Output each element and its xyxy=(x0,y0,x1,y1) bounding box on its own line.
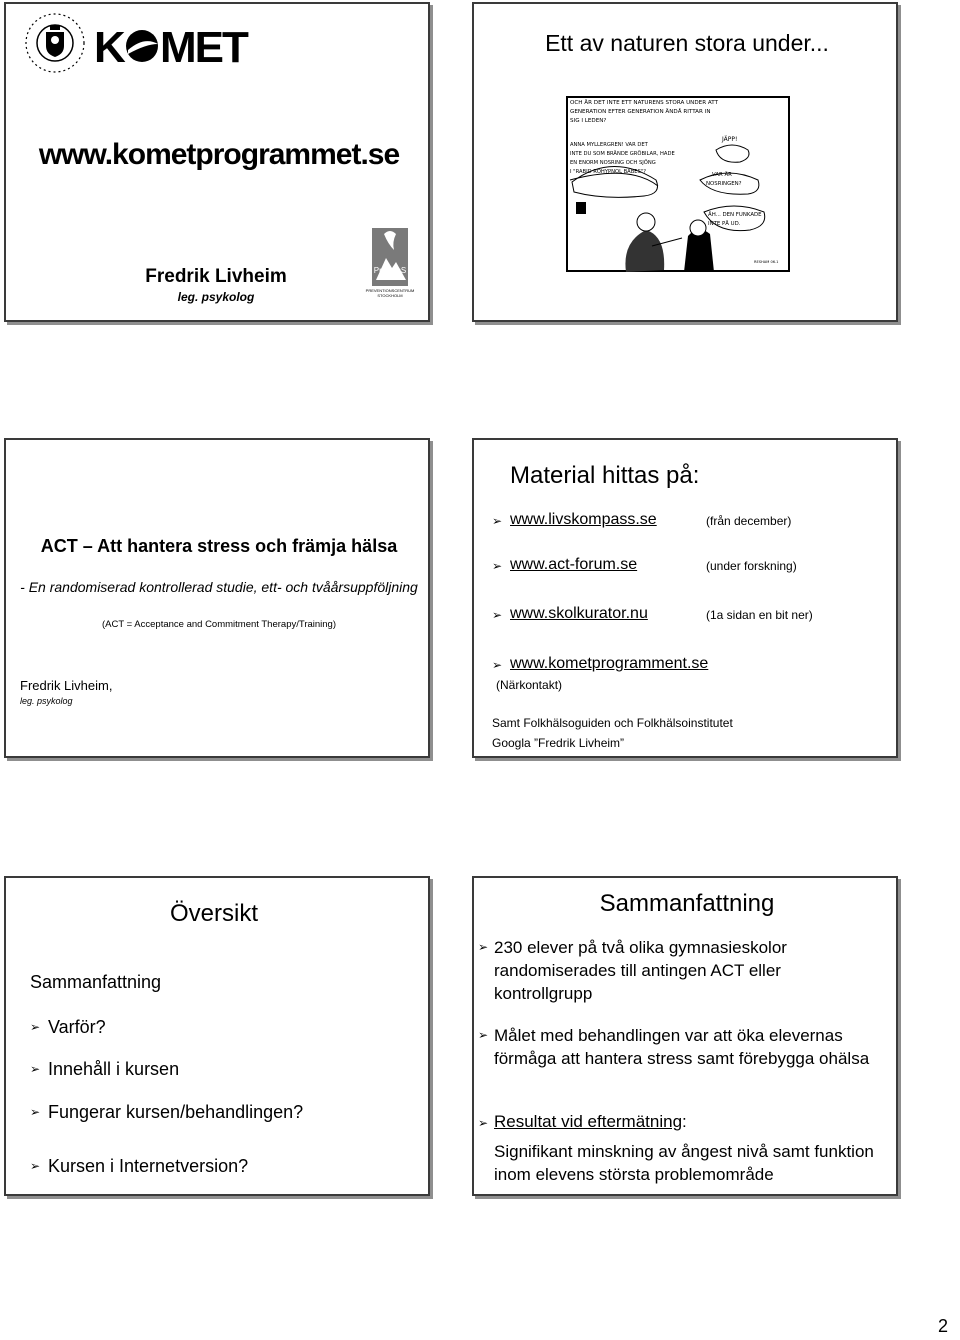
summary-item-2: Målet med behandlingen var att öka elevernas förmåga att hantera stress samt förebygga ohälsa xyxy=(494,1026,870,1068)
precens-subtitle: PREVENTIONSCENTRUM STOCKHOLM xyxy=(365,288,415,298)
link-act-forum[interactable]: www.act-forum.se xyxy=(510,556,638,573)
slide-title: Översikt xyxy=(170,900,259,927)
bullet-arrow-icon: ➢ xyxy=(478,940,489,954)
link-kometprogramment[interactable]: www.kometprogramment.se xyxy=(510,655,709,672)
bullet-arrow-icon: ➢ xyxy=(492,658,503,672)
note-livskompass: (från december) xyxy=(706,514,792,528)
cartoon-bubble-left-2: INTE DU SOM BRÄNDE GRÖBILAR, HADE xyxy=(570,151,675,157)
results-link[interactable]: Resultat vid eftermätning xyxy=(494,1112,683,1131)
slide-title: Material hittas på: xyxy=(510,462,700,489)
slide-title: Ett av naturen stora under... xyxy=(545,30,829,56)
summary-item-3-heading xyxy=(494,1112,687,1132)
link-livskompass[interactable]: www.livskompass.se xyxy=(510,511,657,528)
note-kometprogramment: (Närkontakt) xyxy=(496,678,563,692)
cartoon-bubble-right-3: NOSRINGEN? xyxy=(706,181,742,187)
bullet-arrow-icon: ➢ xyxy=(478,1116,489,1130)
slide-title: Sammanfattning xyxy=(599,890,775,917)
bullet-arrow-icon: ➢ xyxy=(30,1020,41,1034)
cartoon-caption-2: GENERATION EFTER GENERATION ÄNDÅ RITTAR IN xyxy=(570,109,711,115)
bullet-arrow-icon: ➢ xyxy=(30,1159,41,1173)
extra-info-2: Googla ”Fredrik Livheim” xyxy=(492,736,625,750)
overview-item-3: Fungerar kursen/behandlingen? xyxy=(48,1102,304,1122)
bullet-arrow-icon: ➢ xyxy=(30,1105,41,1119)
cartoon-caption-3: SIG I LEDEN? xyxy=(570,118,607,124)
cartoon-signature: RESHAM 06.1 xyxy=(754,260,779,264)
overview-item-1: Varför? xyxy=(48,1017,106,1037)
note-skolkurator: (1a sidan en bit ner) xyxy=(706,608,813,622)
act-definition: (ACT = Acceptance and Commitment Therapy/Training) xyxy=(102,619,336,630)
slide-komet-title xyxy=(4,2,430,322)
svg-text:K: K xyxy=(94,24,124,68)
overview-item-4: Kursen i Internetversion? xyxy=(48,1156,249,1176)
cartoon-bubble-left-1: ANNA MYLLERGREN! VAR DET xyxy=(570,142,648,148)
extra-info-1: Samt Folkhälsoguiden och Folkhälsoinstitutet xyxy=(492,716,733,730)
author-name: Fredrik Livheim, xyxy=(20,678,113,693)
slide-cartoon xyxy=(472,2,898,322)
slide-sammanfattning xyxy=(472,876,898,1196)
note-act-forum: (under forskning) xyxy=(706,559,797,573)
cartoon-bubble-right-1: JÄPP! xyxy=(722,136,738,143)
slide-oversikt xyxy=(4,876,430,1196)
summary-item-1: 230 elever på två olika gymnasieskolor randomiserades till antingen ACT eller kontrollgrupp xyxy=(494,938,787,1003)
author-role: leg. psykolog xyxy=(177,290,255,304)
overview-heading: Sammanfattning xyxy=(30,972,162,992)
cartoon-image xyxy=(566,96,790,272)
komet-url[interactable]: www.kometprogrammet.se xyxy=(38,138,400,171)
slide-act-title xyxy=(4,438,430,758)
slide-material xyxy=(472,438,898,758)
slide-subtitle: - En randomiserad kontrollerad studie, ett- och tvåårsuppföljning xyxy=(20,579,418,595)
precens-logo-text: PreCenS xyxy=(373,266,407,275)
cartoon-bubble-bottom-1: ÄH... DEN FUNKADE xyxy=(708,212,762,218)
page-number: 2 xyxy=(938,1316,949,1336)
bullet-arrow-icon: ➢ xyxy=(492,559,503,573)
cartoon-bubble-bottom-2: INTE PÅ UD. xyxy=(708,221,741,227)
results-colon: : xyxy=(682,1112,687,1131)
cartoon-bubble-right-2: VAR ÄR xyxy=(712,172,732,178)
stockholm-seal-logo xyxy=(24,10,86,76)
bullet-arrow-icon: ➢ xyxy=(30,1062,41,1076)
bullet-arrow-icon: ➢ xyxy=(478,1028,489,1042)
cartoon-bubble-left-3: EN ENORM NOSRING OCH SJÖNG xyxy=(570,160,656,166)
overview-item-2: Innehåll i kursen xyxy=(48,1059,180,1079)
bullet-arrow-icon: ➢ xyxy=(492,514,503,528)
precens-logo xyxy=(366,226,414,312)
komet-logo xyxy=(92,24,264,68)
summary-item-3-text: Signifikant minskning av ångest nivå samt funktion inom elevens största problemområde xyxy=(494,1142,874,1184)
cartoon-caption-1: OCH ÄR DET INTE ETT NATURENS STORA UNDER ATT xyxy=(570,100,719,106)
cartoon-bubble-left-4: I "RABID ROHYPNOL BABES"? xyxy=(570,169,647,175)
bullet-arrow-icon: ➢ xyxy=(492,608,503,622)
author-name: Fredrik Livheim xyxy=(145,266,287,287)
author-role: leg. psykolog xyxy=(20,696,73,706)
slide-title: ACT – Att hantera stress och främja hälsa xyxy=(40,536,398,556)
svg-text:MET: MET xyxy=(160,24,247,68)
link-skolkurator[interactable]: www.skolkurator.nu xyxy=(510,605,648,622)
